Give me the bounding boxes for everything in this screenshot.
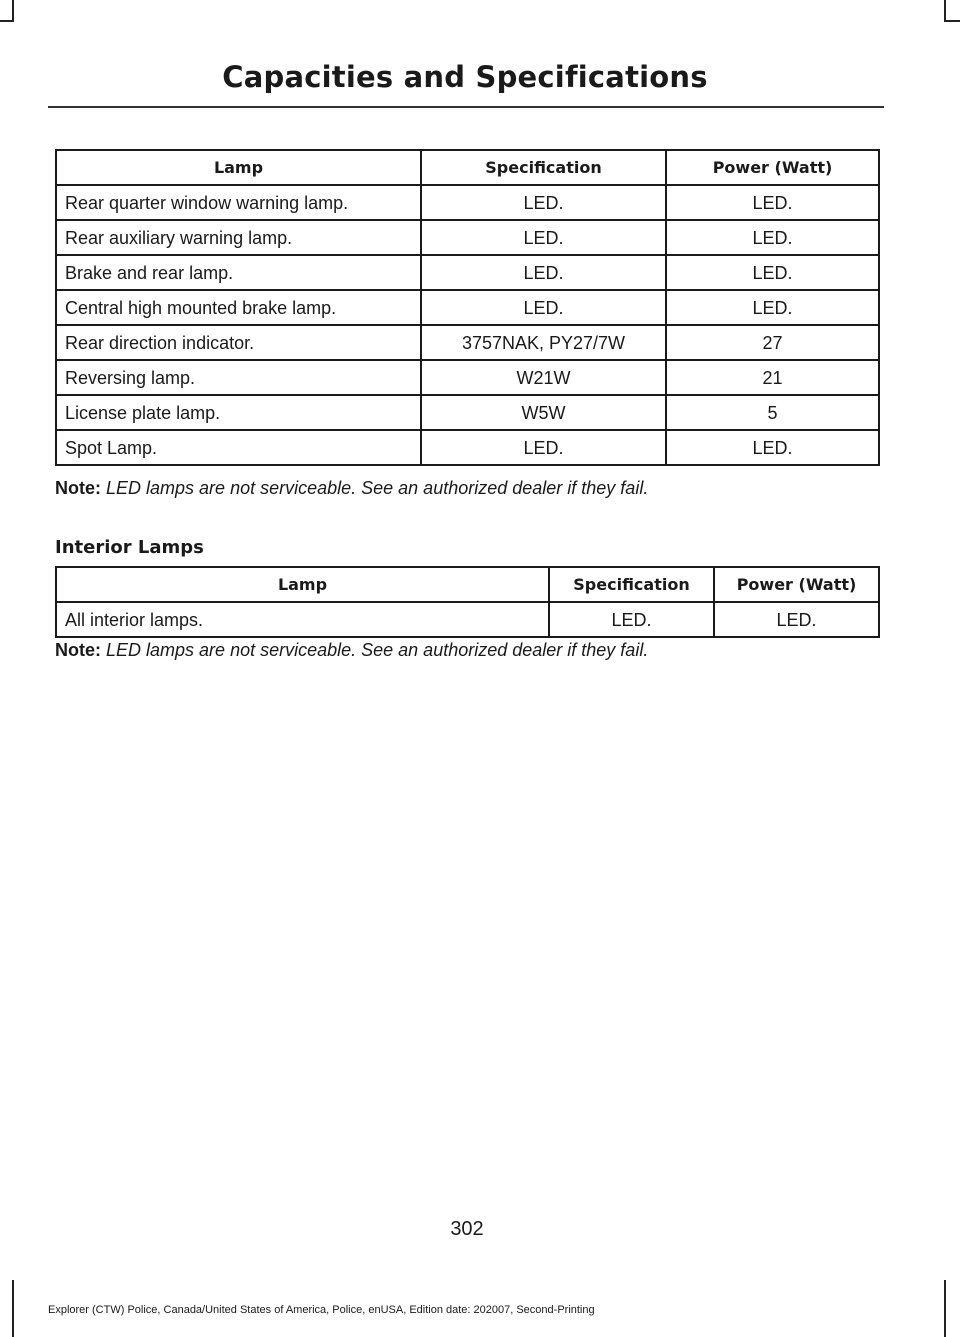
column-header-power: Power (Watt)	[666, 150, 879, 185]
specification-cell: LED.	[421, 430, 666, 465]
column-header-specification: Specification	[421, 150, 666, 185]
lamp-cell: Reversing lamp.	[56, 360, 421, 395]
power-cell: LED.	[666, 185, 879, 220]
table-header-row	[56, 150, 879, 185]
lamp-cell: Rear auxiliary warning lamp.	[56, 220, 421, 255]
power-cell: LED.	[666, 290, 879, 325]
table-row	[56, 255, 879, 290]
power-cell: LED.	[666, 430, 879, 465]
note-text: LED lamps are not serviceable. See an authorized dealer if they fail.	[106, 640, 649, 660]
lamp-cell: Brake and rear lamp.	[56, 255, 421, 290]
crop-mark	[944, 1280, 946, 1337]
footer-edition-info: Explorer (CTW) Police, Canada/United States of America, Police, enUSA, Edition date: 202007, Second-Printing	[48, 1304, 595, 1316]
exterior-lamps-table	[55, 149, 880, 466]
crop-mark	[12, 0, 14, 20]
power-cell: LED.	[666, 220, 879, 255]
table-row	[56, 220, 879, 255]
page-number: 302	[450, 1218, 484, 1240]
title-divider	[48, 106, 884, 108]
crop-mark	[944, 0, 946, 20]
power-cell: 5	[666, 395, 879, 430]
column-header-lamp: Lamp	[56, 150, 421, 185]
power-cell: LED.	[714, 602, 879, 637]
specification-cell: 3757NAK, PY27/7W	[421, 325, 666, 360]
note-text: LED lamps are not serviceable. See an authorized dealer if they fail.	[106, 478, 649, 498]
column-header-lamp: Lamp	[56, 567, 549, 602]
lamp-cell: Rear quarter window warning lamp.	[56, 185, 421, 220]
crop-mark	[12, 1280, 14, 1337]
specification-cell: LED.	[549, 602, 714, 637]
page-title: Capacities and Specifications	[222, 60, 708, 94]
power-cell: 27	[666, 325, 879, 360]
specification-cell: LED.	[421, 255, 666, 290]
crop-mark	[0, 20, 14, 22]
power-cell: LED.	[666, 255, 879, 290]
column-header-specification: Specification	[549, 567, 714, 602]
table-header-row	[56, 567, 879, 602]
lamp-cell: Central high mounted brake lamp.	[56, 290, 421, 325]
note-exterior	[55, 478, 648, 499]
note-label: Note:	[55, 478, 101, 498]
table-row	[56, 602, 879, 637]
lamp-cell: Spot Lamp.	[56, 430, 421, 465]
column-header-power: Power (Watt)	[714, 567, 879, 602]
table-row	[56, 290, 879, 325]
crop-mark	[944, 20, 960, 22]
table-row	[56, 395, 879, 430]
table-row	[56, 360, 879, 395]
lamp-cell: License plate lamp.	[56, 395, 421, 430]
specification-cell: W5W	[421, 395, 666, 430]
specification-cell: LED.	[421, 290, 666, 325]
interior-lamps-table	[55, 566, 880, 638]
specification-cell: LED.	[421, 220, 666, 255]
power-cell: 21	[666, 360, 879, 395]
table-row	[56, 430, 879, 465]
table-row	[56, 185, 879, 220]
note-interior	[55, 640, 648, 661]
table-row	[56, 325, 879, 360]
specification-cell: LED.	[421, 185, 666, 220]
note-label: Note:	[55, 640, 101, 660]
lamp-cell: Rear direction indicator.	[56, 325, 421, 360]
specification-cell: W21W	[421, 360, 666, 395]
lamp-cell: All interior lamps.	[56, 602, 549, 637]
section-heading-interior-lamps: Interior Lamps	[55, 537, 204, 558]
